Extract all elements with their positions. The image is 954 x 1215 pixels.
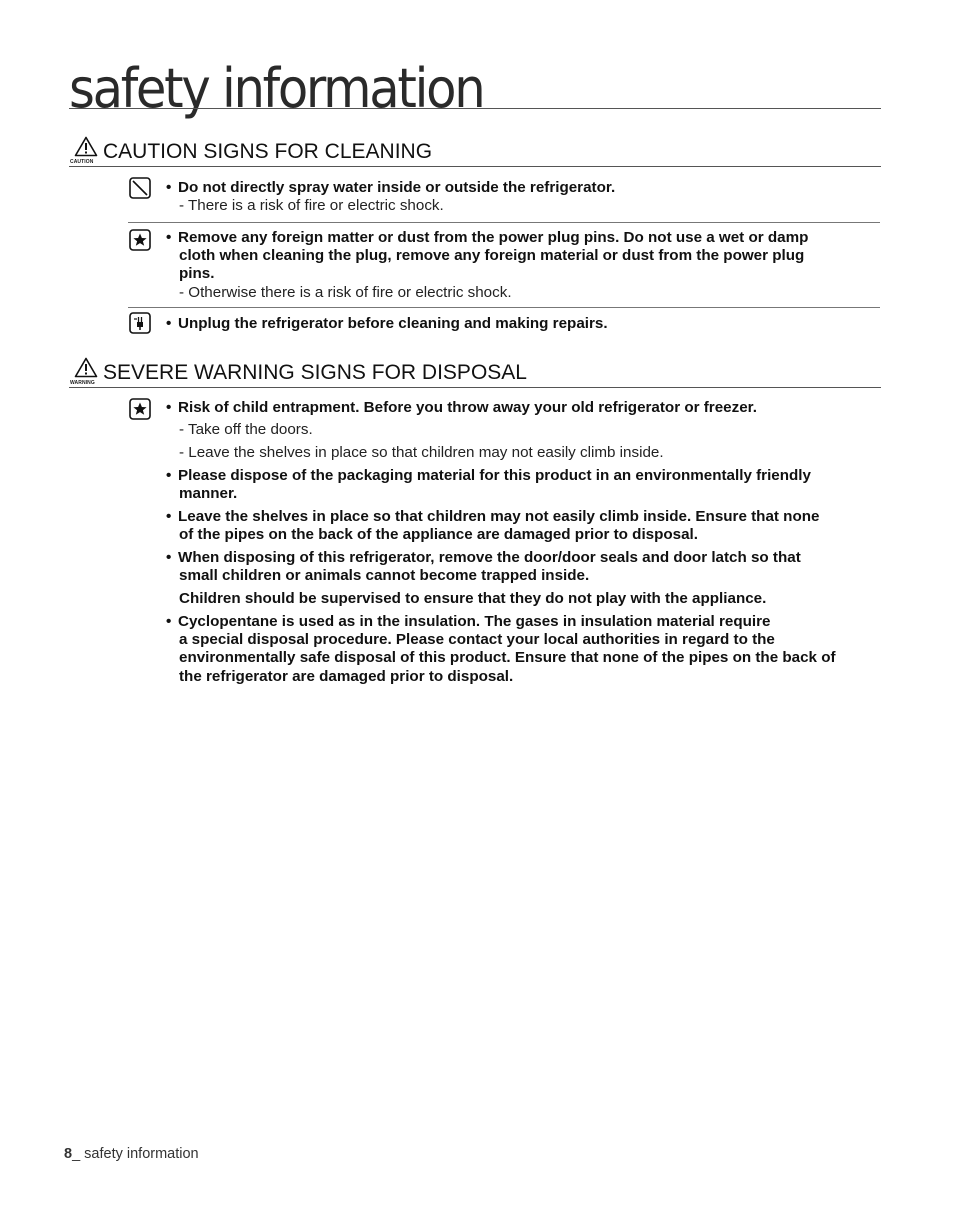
bullet-text: • Leave the shelves in place so that children may not easily climb inside. Ensure that none xyxy=(166,508,820,525)
star-icon xyxy=(129,398,149,418)
star-icon xyxy=(129,229,149,249)
bullet-continuation: pins. xyxy=(179,265,215,282)
title-rule xyxy=(69,108,881,109)
warning-heading: SEVERE WARNING SIGNS FOR DISPOSAL xyxy=(103,361,527,384)
caution-triangle-icon xyxy=(70,136,102,166)
bullet-continuation: a special disposal procedure. Please contact your local authorities in regard to the xyxy=(179,631,775,648)
bullet-text: • Remove any foreign matter or dust from the power plug pins. Do not use a wet or damp xyxy=(166,229,809,246)
bullet-text: • Cyclopentane is used as in the insulation. The gases in insulation material require xyxy=(166,613,771,630)
warning-icon-label: WARNING xyxy=(70,380,95,386)
footer-separator: _ xyxy=(72,1146,85,1162)
caution-section-header xyxy=(69,136,881,167)
bullet-continuation: manner. xyxy=(179,485,238,502)
page-footer xyxy=(64,1146,199,1162)
bullet-text: • When disposing of this refrigerator, remove the door/door seals and door latch so that xyxy=(166,549,801,566)
footer-label: safety information xyxy=(84,1146,199,1162)
bullet-text: • Do not directly spray water inside or outside the refrigerator. xyxy=(166,179,616,196)
no-spray-icon xyxy=(129,177,149,197)
bullet-continuation: small children or animals cannot become trapped inside. xyxy=(179,567,590,584)
caution-icon-label: CAUTION xyxy=(70,159,94,165)
unplug-icon xyxy=(129,312,149,332)
caution-item-1 xyxy=(128,172,880,223)
bullet-text: • Unplug the refrigerator before cleaning and making repairs. xyxy=(166,315,608,332)
bullet-text: • Risk of child entrapment. Before you throw away your old refrigerator or freezer. xyxy=(166,399,757,416)
caution-item-3 xyxy=(128,307,880,339)
sub-text: - Leave the shelves in place so that children may not easily climb inside. xyxy=(179,444,664,461)
bullet-continuation: the refrigerator are damaged prior to disposal. xyxy=(179,668,514,685)
warning-triangle-icon xyxy=(70,357,102,387)
bullet-continuation: cloth when cleaning the plug, remove any foreign material or dust from the power plug xyxy=(179,247,805,264)
warning-item xyxy=(128,393,880,693)
bullet-continuation: of the pipes on the back of the appliance are damaged prior to disposal. xyxy=(179,526,699,543)
page-number: 8 xyxy=(64,1146,73,1162)
bullet-continuation: environmentally safe disposal of this product. Ensure that none of the pipes on the back of xyxy=(179,649,836,666)
bullet-text: • Please dispose of the packaging material for this product in an environmentally friendly xyxy=(166,467,811,484)
sub-text: - There is a risk of fire or electric shock. xyxy=(179,197,444,214)
caution-heading: CAUTION SIGNS FOR CLEANING xyxy=(103,140,433,163)
warning-section-header xyxy=(69,357,881,388)
sub-text: - Take off the doors. xyxy=(179,421,313,438)
note-text: Children should be supervised to ensure that they do not play with the appliance. xyxy=(179,590,767,607)
page-title: safety information xyxy=(69,57,484,120)
caution-item-2 xyxy=(128,222,880,308)
sub-text: - Otherwise there is a risk of fire or electric shock. xyxy=(179,284,512,301)
